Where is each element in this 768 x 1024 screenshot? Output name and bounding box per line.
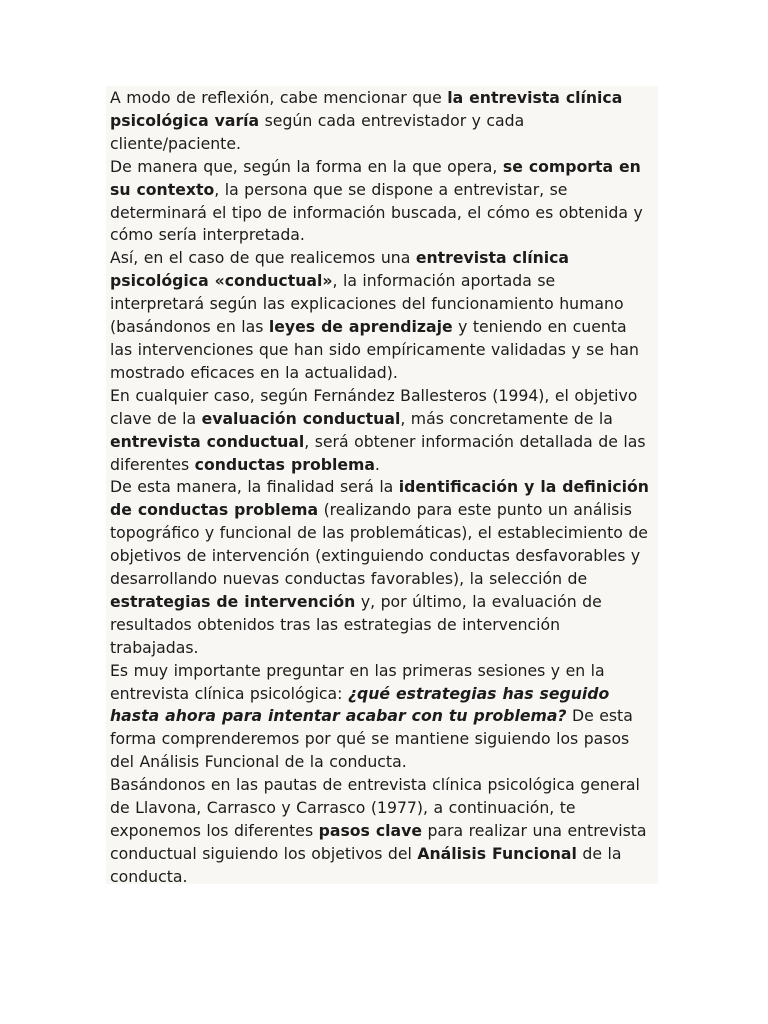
article-text-block — [106, 86, 658, 884]
text-span: y teniendo en cuenta las intervenciones que han sido empíricamente validadas y se han mostrado eficaces en la actualidad). — [110, 317, 639, 382]
text-span: . — [374, 454, 380, 474]
bold-text-span: evaluación conductual — [201, 408, 401, 428]
text-span: , más concretamente de la — [400, 408, 613, 428]
bold-text-span: se comporta en su contexto — [110, 156, 641, 199]
text-span: para realizar una entrevista conductual siguiendo los objetivos del — [110, 821, 647, 863]
text-span: , la persona que se dispone a entrevistar, se determinará el tipo de información buscada, el cómo es obtenida y cómo sería interpretada. — [110, 179, 643, 245]
text-span: Basándonos en las pautas de entrevista clínica psicológica general de Llavona, Carrasco y Carrasco (1977), a continuación, te exponemos los diferentes — [110, 775, 640, 840]
text-span: y, por último, la evaluación de resultados obtenidos tras las estrategias de intervención trabajadas. — [110, 591, 602, 657]
paragraph-pasos — [110, 774, 654, 889]
text-span: , será obtener información detallada de las diferentes — [110, 431, 646, 474]
text-span: Es muy importante preguntar en las primeras sesiones y en la entrevista clínica psicológica: — [110, 660, 605, 703]
text-span: según cada entrevistador y cada cliente/paciente. — [110, 110, 525, 153]
bold-text-span: pasos clave — [318, 821, 422, 840]
text-span: A modo de reflexión, cabe mencionar que — [110, 88, 448, 107]
text-span: , la información aportada se interpretará según las explicaciones del funcionamiento humano (basándonos en las — [110, 271, 624, 337]
bold-text-span: estrategias de intervención — [110, 591, 356, 611]
bold-text-span: conductas problema — [194, 454, 375, 474]
text-span: De esta forma comprenderemos por qué se mantiene siguiendo los pasos del Análisis Funcional de la conducta. — [110, 706, 633, 772]
bold-text-span: la entrevista clínica psicológica varía — [110, 88, 623, 130]
text-span: En cualquier caso, según Fernández Ballesteros (1994), el objetivo clave de la — [110, 385, 638, 428]
text-span: de la conducta. — [110, 843, 622, 886]
bold-text-span: leyes de aprendizaje — [268, 317, 453, 337]
paragraph-finalidad — [110, 476, 654, 659]
paragraph-reflexion — [110, 87, 654, 156]
paragraph-conductual — [110, 247, 654, 384]
paragraph-contexto — [110, 156, 654, 248]
text-span: De esta manera, la finalidad será la — [110, 477, 399, 497]
bold-text-span: entrevista conductual — [110, 431, 305, 451]
bold-italic-question-span: ¿qué estrategias has seguido hasta ahora para intentar acabar con tu problema? — [110, 683, 610, 726]
bold-text-span: identificación y la definición de conductas problema — [110, 477, 649, 520]
text-span: Así, en el caso de que realicemos una — [110, 248, 416, 268]
text-span: (realizando para este punto un análisis topográfico y funcional de las problemáticas), el establecimiento de objetivos de intervención (extinguiendo conductas desfavorables y desarrollando nuevas conductas favorables), la selección de — [110, 500, 648, 589]
paragraph-pregunta — [110, 660, 654, 775]
bold-text-span: Análisis Funcional — [417, 843, 577, 863]
paragraph-objetivo — [110, 385, 654, 477]
text-span: De manera que, según la forma en la que opera, — [110, 156, 503, 176]
bold-text-span: entrevista clínica psicológica «conductual» — [110, 248, 569, 291]
